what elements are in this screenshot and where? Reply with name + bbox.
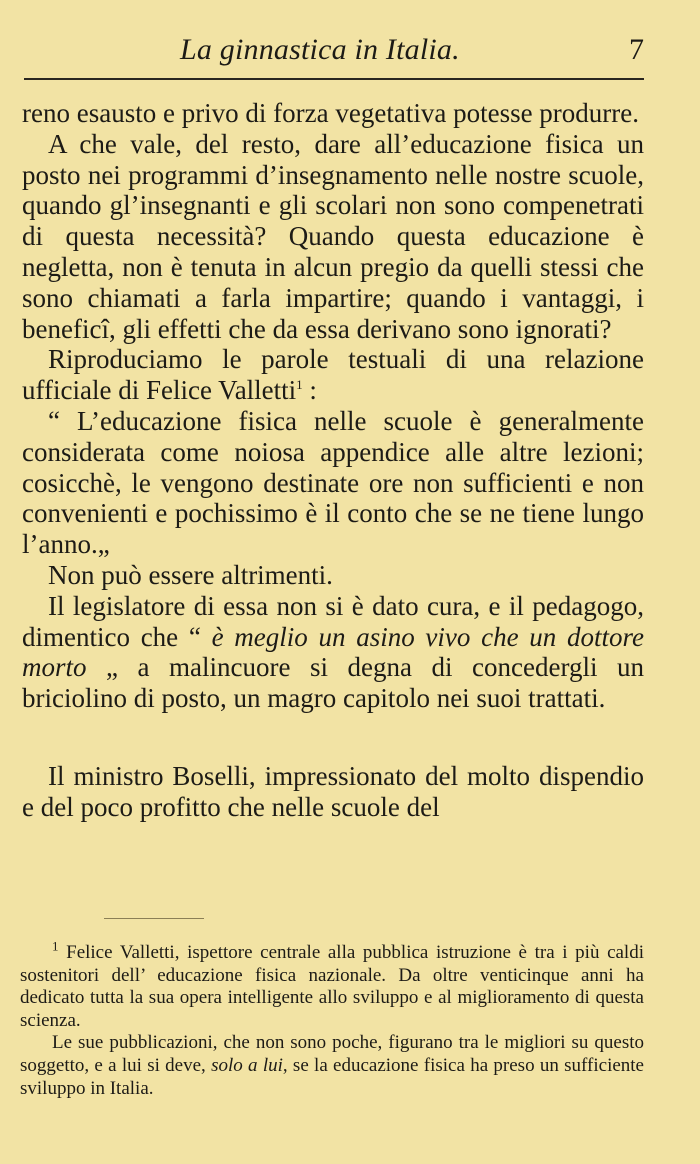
footnote-reference: 1 (296, 377, 303, 393)
legislator-text-end: „ a malincuore si degna di concedergli un briciolino di posto, un magro capitolo nei suoi trattati. (22, 652, 644, 714)
paragraph-report-intro (22, 344, 644, 406)
footnote-2-text-start: Le sue pubblicazioni, che non sono poche, figurano tra le migliori su questo soggetto, e a lui si deve, (20, 1032, 644, 1076)
paragraph-minister: Il ministro Boselli, impressionato del molto dispendio e del poco profitto che nelle scuole del (22, 760, 644, 822)
section-spacer (22, 714, 644, 761)
running-head (24, 32, 644, 72)
footnote-separator (104, 918, 204, 919)
footnotes (20, 938, 644, 1100)
paragraph-legislator (22, 591, 644, 714)
paragraph-short-statement: Non può essere altrimenti. (48, 559, 333, 590)
footnote-2-italic: solo a lui (211, 1054, 283, 1076)
page-number: 7 (629, 33, 644, 66)
running-title: La ginnastica in Italia. (180, 33, 460, 66)
header-rule (24, 78, 644, 80)
footnote-1-text: Felice Valletti, ispettore centrale alla pubblica istruzione è tra i più caldi sostenitori dell’ educazione fisica nazionale. Da oltre venticinque anni ha dedicato tutta la sua opera intelligente allo sviluppo e al miglioramento di questa scienza. (20, 942, 644, 1031)
footnote-marker: 1 (52, 938, 59, 954)
legislator-text-start: Il legislatore di essa non si è dato cura, e il pedagogo, dimentico che “ (22, 590, 644, 652)
footnote-1-continuation (20, 1032, 644, 1100)
legislator-italic-quote: è meglio un asino vivo che un dottore morto (22, 621, 644, 683)
footnote-1 (20, 938, 644, 1032)
paragraph-quotation: “ L’educazione fisica nelle scuole è generalmente considerata come noiosa appendice alle altre lezioni; cosicchè, le vengono destinate ore non sufficienti e non convenienti e pochissimo è il conto che se ne tiene lungo l’anno.„ (22, 405, 644, 560)
body-text (22, 98, 644, 823)
report-intro-colon: : (302, 375, 317, 406)
report-intro-text: Riproduciamo le parole testuali di una relazione ufficiale di Felice Valletti (22, 344, 644, 406)
paragraph-continuation: reno esausto e privo di forza vegetativa potesse produrre. (22, 98, 640, 128)
paragraph-education-question: A che vale, del resto, dare all’educazione fisica un posto nei programmi d’insegnamento nelle nostre scuole, quando gl’insegnanti e gli scolari non sono compenetrati di questa necessità? Quando questa educazione è negletta, non è tenuta in alcun pregio da quelli stessi che sono chiamati a farla impartire; quando i vantaggi, i beneficî, gli effetti che da essa derivano sono ignorati? (22, 128, 644, 344)
footnote-2-text-end: , se la educazione fisica ha preso un sufficiente sviluppo in Italia. (20, 1054, 644, 1099)
